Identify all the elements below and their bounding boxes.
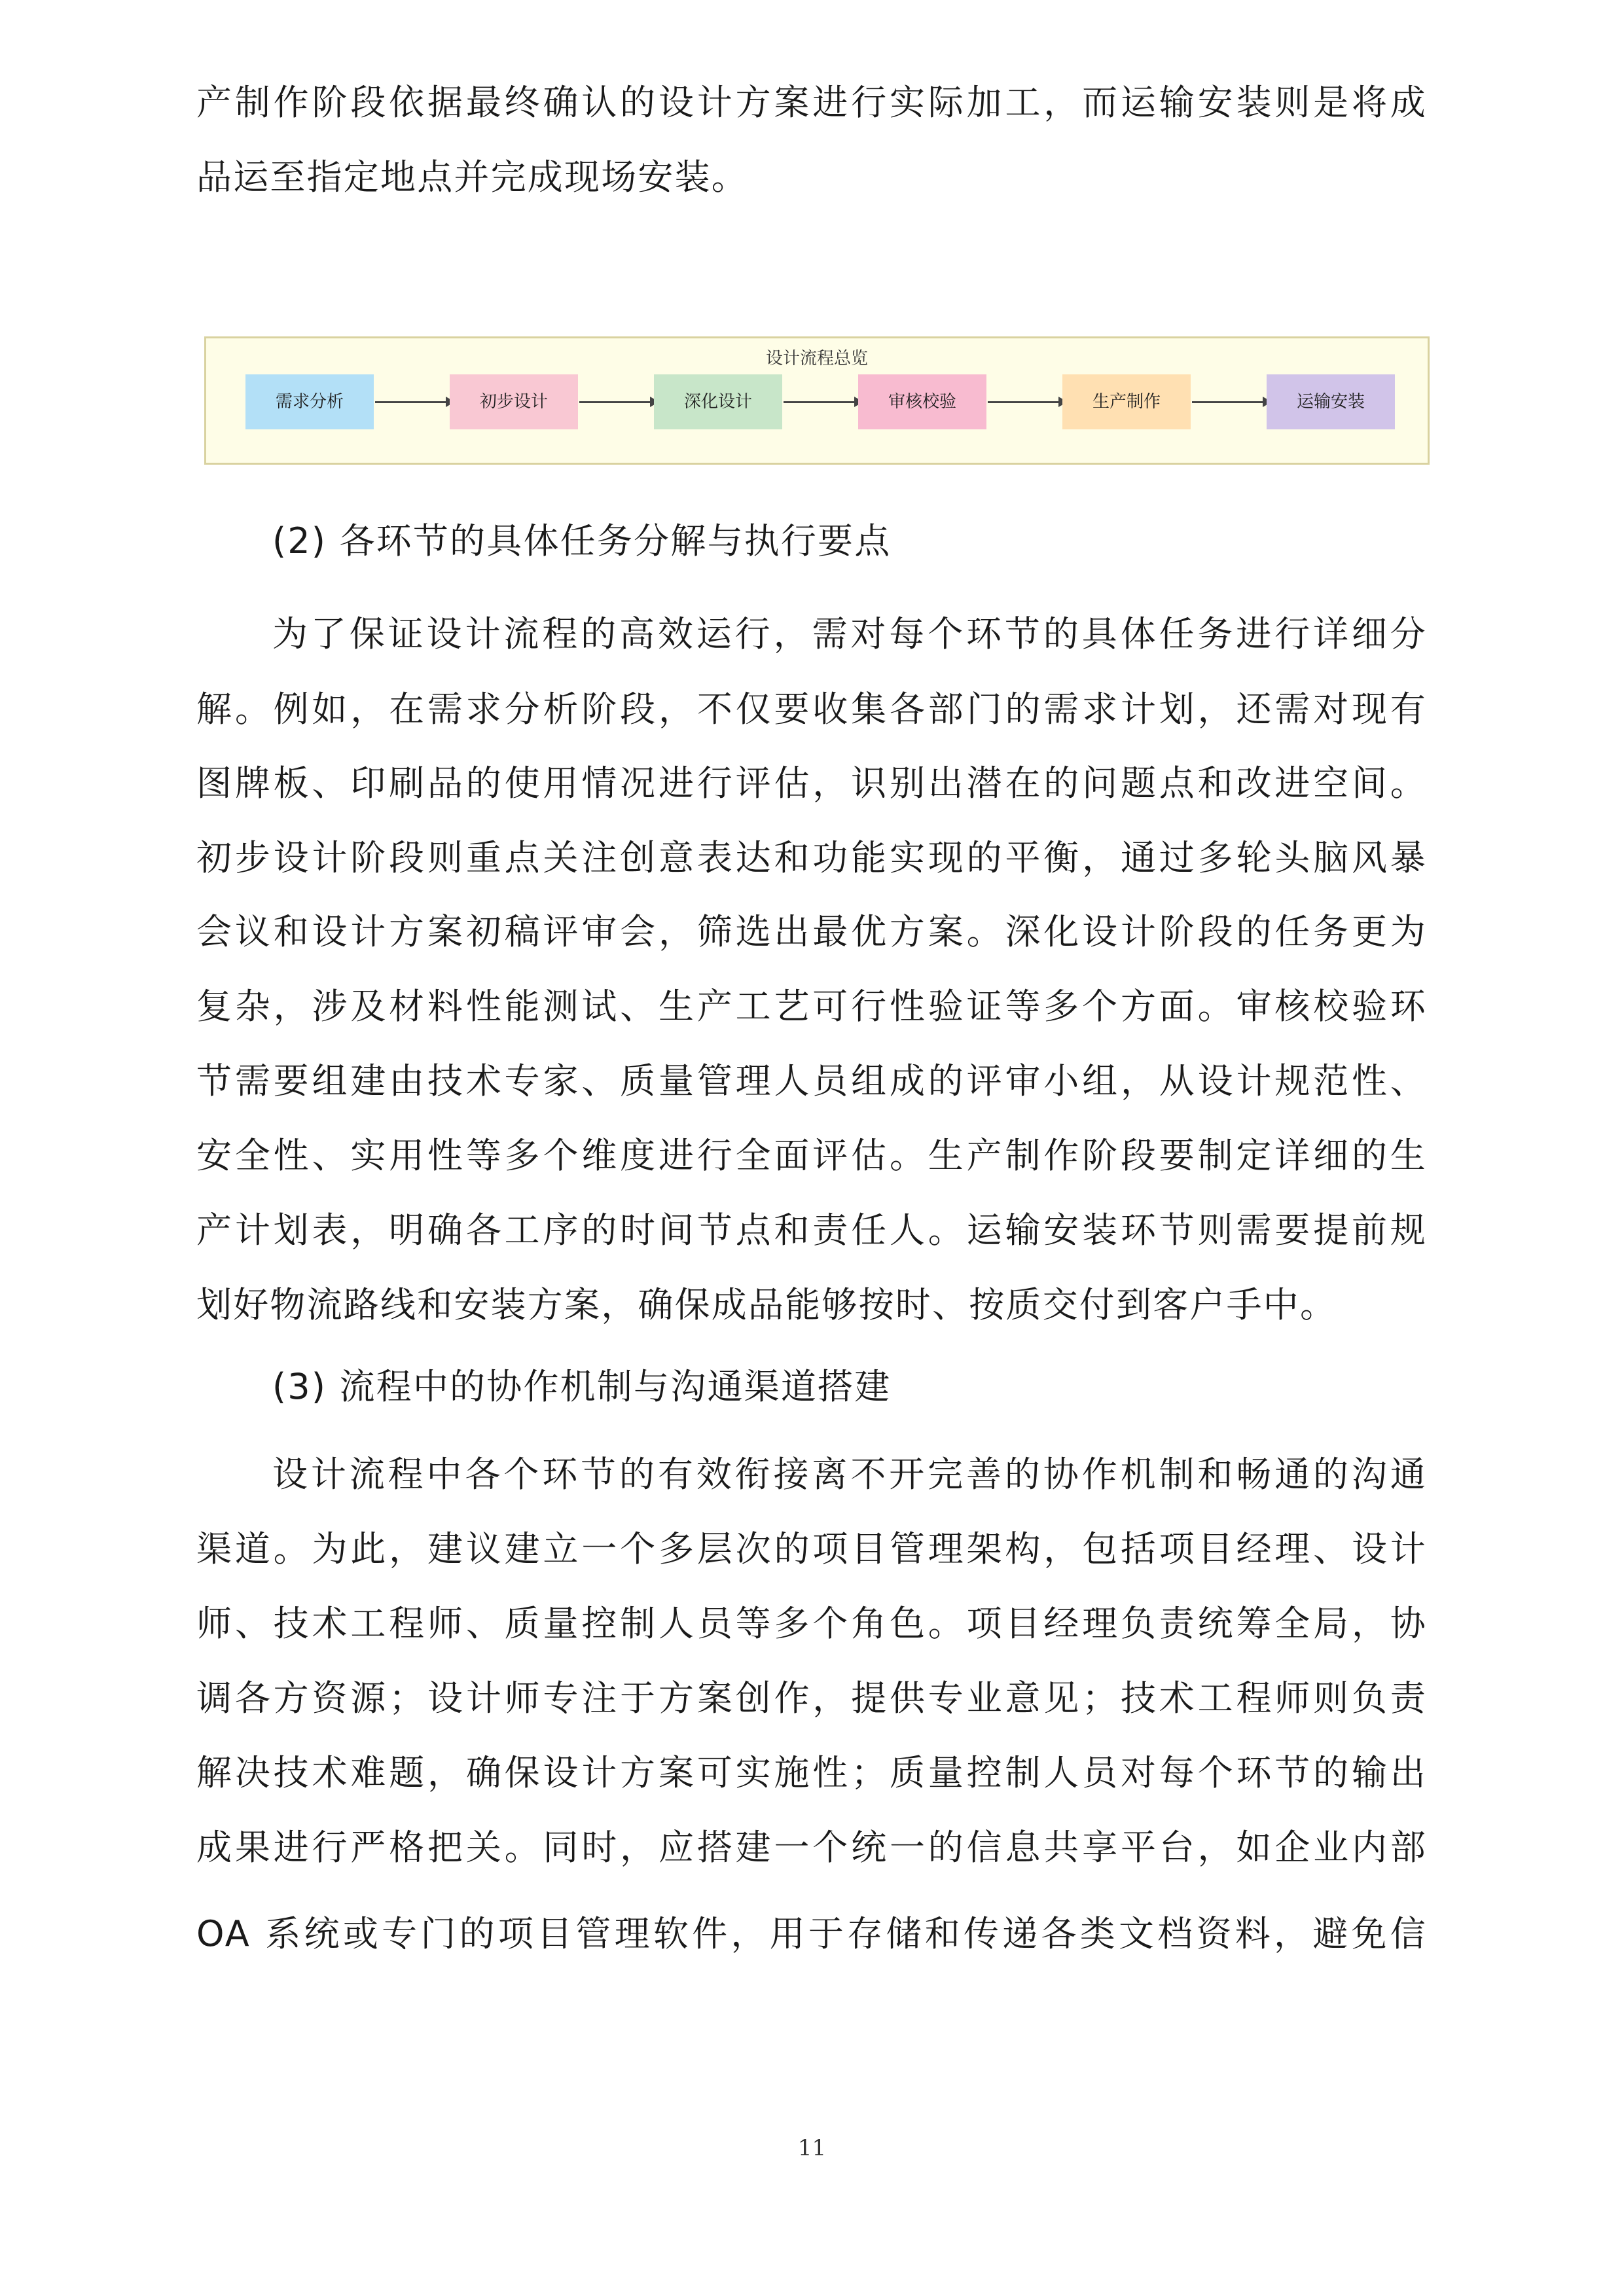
paragraph-line: 初步设计阶段则重点关注创意表达和功能实现的平衡，通过多轮头脑风暴 [196,837,1427,878]
paragraph-line: 品运至指定地点并完成现场安装。 [196,156,748,198]
paragraph-line: 成果进行严格把关。同时，应搭建一个统一的信息共享平台，如企业内部 [196,1827,1427,1868]
process-flow-diagram [204,336,1430,465]
paragraph-line: 师、技术工程师、质量控制人员等多个角色。项目经理负责统筹全局，协 [196,1603,1427,1644]
step-detailed-design: 深化设计 [654,374,782,429]
step-preliminary-design: 初步设计 [450,374,578,429]
arrow-right-icon [784,401,862,403]
paragraph-line: 渠道。为此，建议建立一个多层次的项目管理架构，包括项目经理、设计 [196,1528,1427,1570]
arrow-right-icon [375,401,454,403]
paragraph-line: 调各方资源；设计师专注于方案创作，提供专业意见；技术工程师则负责 [196,1677,1427,1719]
paragraph-line: OA 系统或专门的项目管理软件，用于存储和传递各类文档资料，避免信 [196,1913,1427,1954]
paragraph-line: 图牌板、印刷品的使用情况进行评估，识别出潜在的问题点和改进空间。 [196,762,1427,804]
paragraph-line: 节需要组建由技术专家、质量管理人员组成的评审小组，从设计规范性、 [196,1060,1427,1102]
paragraph-line: 解决技术难题，确保设计方案可实施性；质量控制人员对每个环节的输出 [196,1752,1427,1793]
paragraph-line: 产计划表，明确各工序的时间节点和责任人。运输安装环节则需要提前规 [196,1210,1427,1251]
step-production: 生产制作 [1062,374,1191,429]
section-heading: (3) 流程中的协作机制与沟通渠道搭建 [272,1366,892,1407]
paragraph-line: 解。例如，在需求分析阶段，不仅要收集各部门的需求计划，还需对现有 [196,689,1427,730]
section-heading: (2) 各环节的具体任务分解与执行要点 [272,520,892,562]
diagram-title: 设计流程总览 [765,349,868,368]
arrow-right-icon [988,401,1066,403]
paragraph-line: 产制作阶段依据最终确认的设计方案进行实际加工，而运输安装则是将成 [196,82,1427,123]
step-requirements-analysis: 需求分析 [245,374,374,429]
step-review-verification: 审核校验 [858,374,986,429]
paragraph-line: 划好物流路线和安装方案，确保成品能够按时、按质交付到客户手中。 [196,1284,1337,1325]
paragraph-line: 会议和设计方案初稿评审会，筛选出最优方案。深化设计阶段的任务更为 [196,911,1427,952]
page-number: 11 [797,2135,827,2161]
paragraph-line: 安全性、实用性等多个维度进行全面评估。生产制作阶段要制定详细的生 [196,1135,1427,1176]
paragraph-line: 设计流程中各个环节的有效衔接离不开完善的协作机制和畅通的沟通 [272,1454,1427,1495]
paragraph-line: 复杂，涉及材料性能测试、生产工艺可行性验证等多个方面。审核校验环 [196,986,1427,1027]
paragraph-line: 为了保证设计流程的高效运行，需对每个环节的具体任务进行详细分 [272,613,1427,655]
step-transport-installation: 运输安装 [1267,374,1395,429]
arrow-right-icon [579,401,658,403]
arrow-right-icon [1192,401,1271,403]
